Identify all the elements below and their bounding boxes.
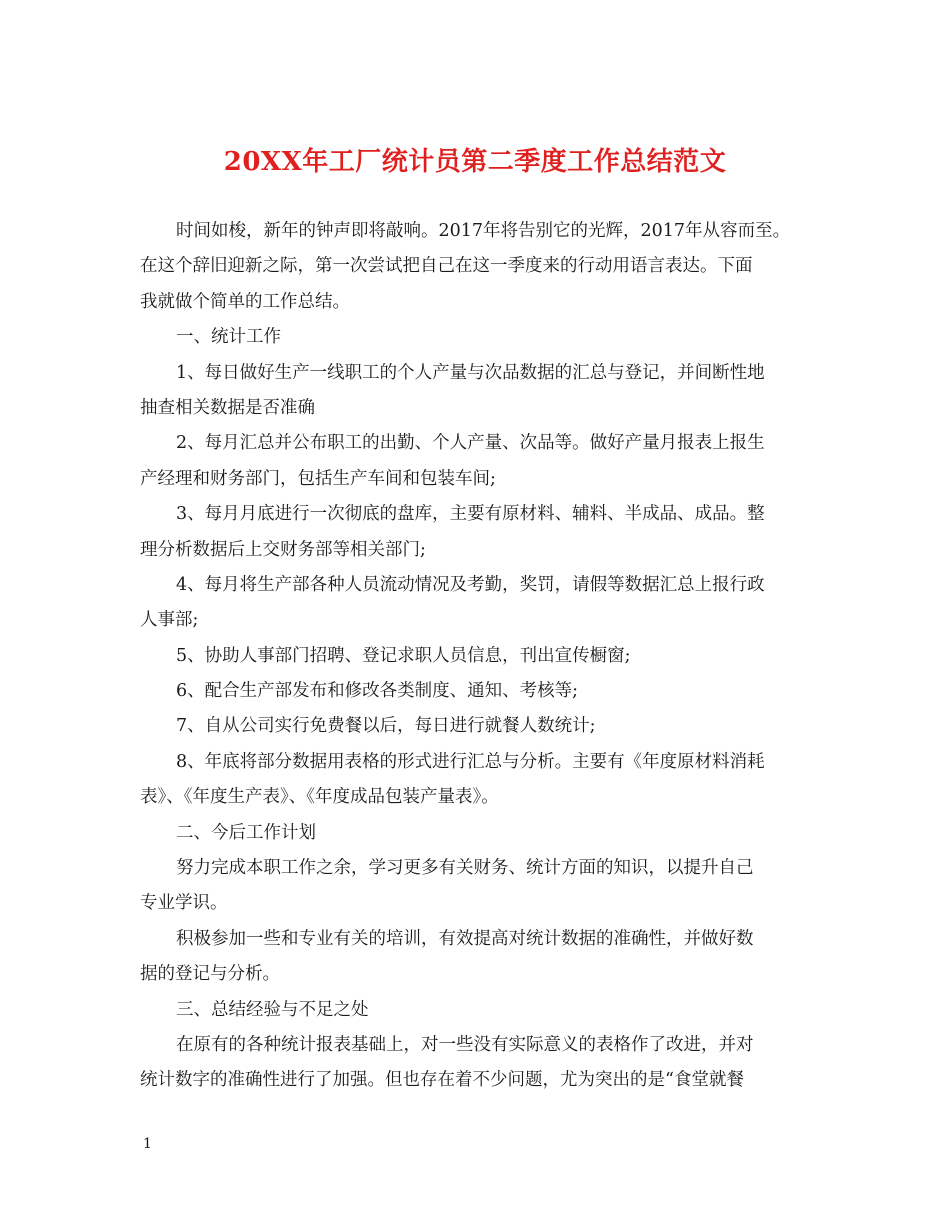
paragraph-line: 我就做个简单的工作总结。 <box>140 291 350 312</box>
paragraph-line: 专业学识。 <box>140 893 228 914</box>
paragraph-line: 努力完成本职工作之余，学习更多有关财务、统计方面的知识，以提升自己 <box>176 858 754 879</box>
paragraph-line: 3、每月月底进行一次彻底的盘库，主要有原材料、辅料、半成品、成品。整 <box>176 504 765 525</box>
paragraph-line: 时间如梭，新年的钟声即将敲响。2017年将告别它的光辉，2017年从容而至。 <box>176 221 791 241</box>
paragraph-line: 在这个辞旧迎新之际，第一次尝试把自己在这一季度来的行动用语言表达。下面 <box>140 256 753 277</box>
paragraph-line: 4、每月将生产部各种人员流动情况及考勤，奖罚，请假等数据汇总上报行政 <box>176 574 765 595</box>
page-number: 1 <box>143 1136 152 1152</box>
paragraph-line: 一、统计工作 <box>176 327 281 348</box>
paragraph-line: 2、每月汇总并公布职工的出勤、个人产量、次品等。做好产量月报表上报生 <box>176 433 765 454</box>
paragraph-line: 产经理和财务部门，包括生产车间和包装车间; <box>140 468 496 489</box>
paragraph-line: 统计数字的准确性进行了加强。但也存在着不少问题，尤为突出的是“食堂就餐 <box>140 1070 744 1091</box>
paragraph-line: 5、协助人事部门招聘、登记求职人员信息，刊出宣传橱窗; <box>176 645 631 666</box>
paragraph-line: 理分析数据后上交财务部等相关部门; <box>140 539 426 560</box>
paragraph-line: 三、总结经验与不足之处 <box>176 999 369 1020</box>
document-title: 20XX年工厂统计员第二季度工作总结范文 <box>223 147 727 177</box>
paragraph-line: 8、年底将部分数据用表格的形式进行汇总与分析。主要有《年度原材料消耗 <box>176 751 765 772</box>
paragraph-line: 积极参加一些和专业有关的培训，有效提高对统计数据的准确性，并做好数 <box>176 928 754 949</box>
paragraph-line: 二、今后工作计划 <box>176 822 316 843</box>
paragraph-line: 7、自从公司实行免费餐以后，每日进行就餐人数统计; <box>176 716 596 737</box>
paragraph-line: 1、每日做好生产一线职工的个人产量与次品数据的汇总与登记，并间断性地 <box>176 362 765 383</box>
paragraph-line: 表》、《年度生产表》、《年度成品包装产量表》。 <box>140 787 499 808</box>
paragraph-line: 据的登记与分析。 <box>140 964 280 985</box>
paragraph-line: 抽查相关数据是否准确 <box>140 397 315 418</box>
paragraph-line: 在原有的各种统计报表基础上，对一些没有实际意义的表格作了改进，并对 <box>176 1034 754 1055</box>
paragraph-line: 人事部; <box>140 610 199 631</box>
document-body <box>140 214 812 1099</box>
paragraph-line: 6、配合生产部发布和修改各类制度、通知、考核等; <box>176 681 579 702</box>
